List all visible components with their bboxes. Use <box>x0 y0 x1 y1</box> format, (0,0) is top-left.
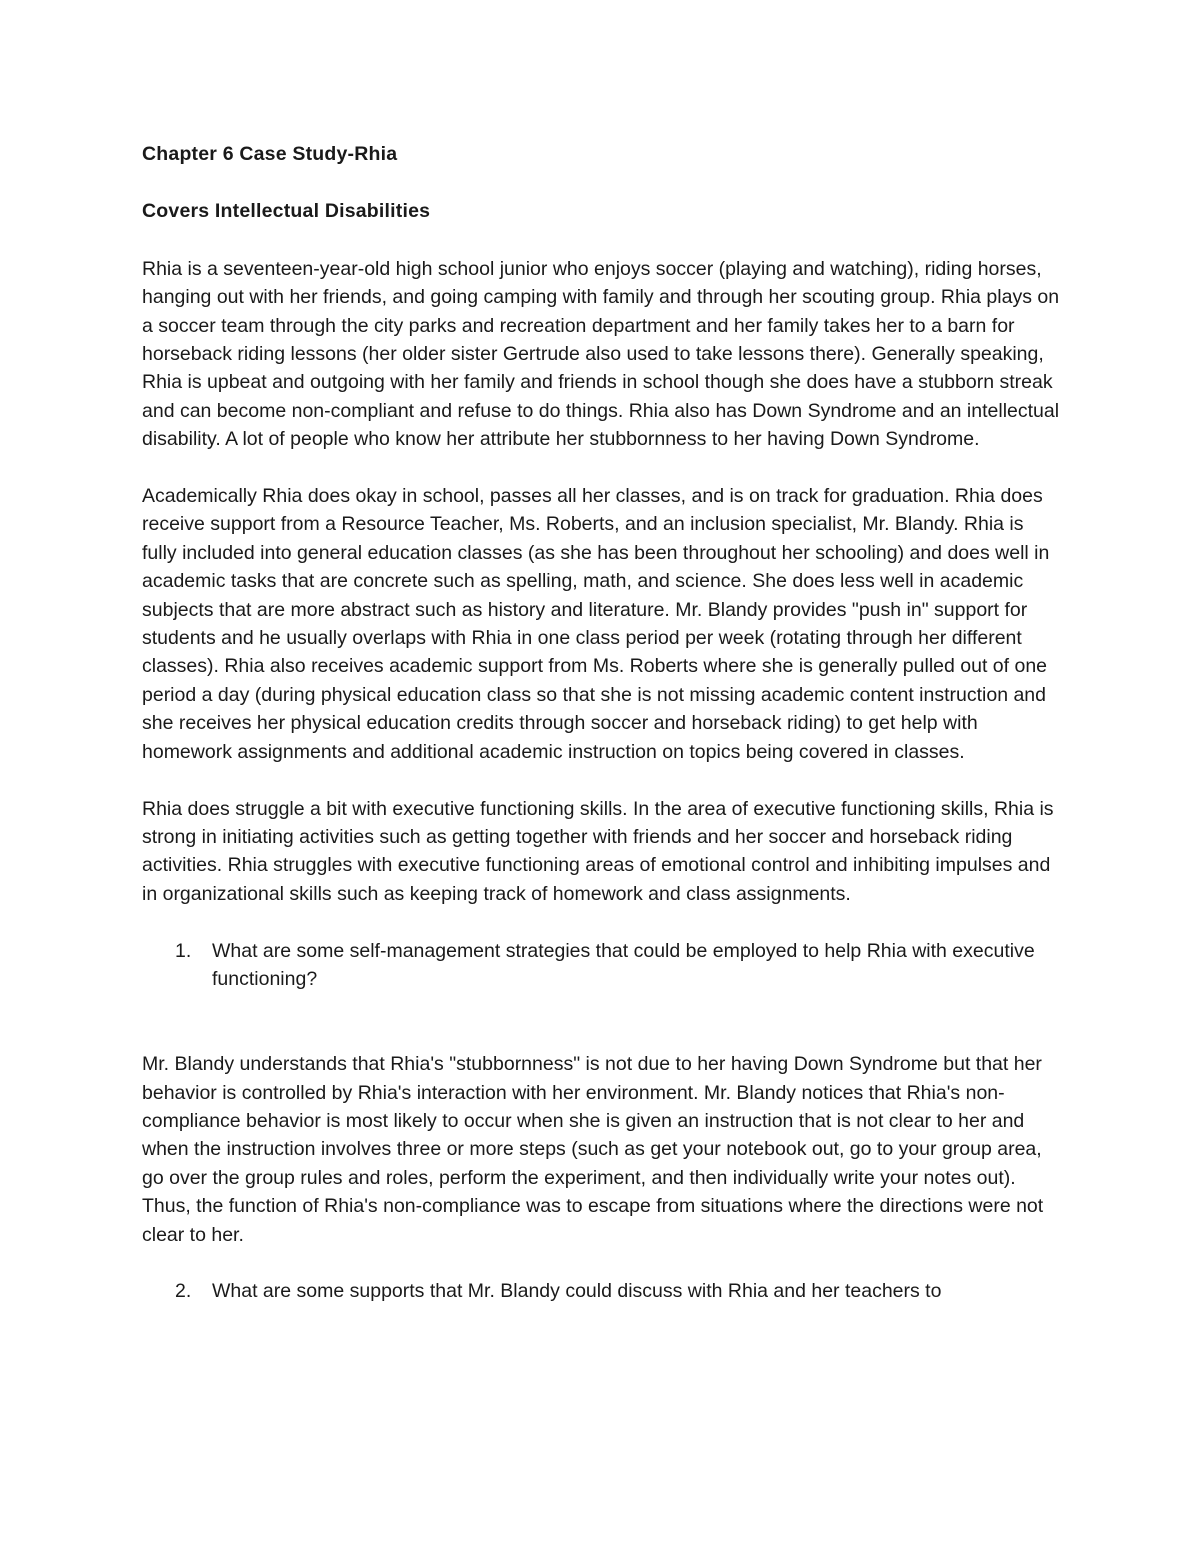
paragraph-behavior: Mr. Blandy understands that Rhia's "stubbornness" is not due to her having Down Syndrome but that her behavior is controlled by Rhia's interaction with her environment. Mr. Blandy notices that Rhia's non-compliance behavior is most likely to occur when she is given an instruction that is not clear to her and when the instruction involves three or more steps (such as get your notebook out, go to your group area, go over the group rules and roles, perform the experiment, and then individually write your notes out). Thus, the function of Rhia's non-compliance was to escape from situations where the directions were not clear to her. <box>142 1053 1044 1246</box>
question-list-1 <box>142 937 1062 994</box>
question-number: 1. <box>175 939 192 962</box>
paragraph-intro: Rhia is a seventeen-year-old high school junior who enjoys soccer (playing and watching), riding horses, hanging out with her friends, and going camping with family and through her scouting group. Rhia plays on a soccer team through the city parks and recreation department and her family takes her to a barn for horseback riding lessons (her older sister Gertrude also used to take lessons there). Generally speaking, Rhia is upbeat and outgoing with her family and friends in school though she does have a stubborn streak and can become non-compliant and refuse to do things. Rhia also has Down Syndrome and an intellectual disability. A lot of people who know her attribute her stubbornness to her having Down Syndrome. <box>142 257 1060 451</box>
question-list-2 <box>142 1277 1062 1305</box>
question-item <box>142 937 1062 994</box>
paragraph-executive-functioning: Rhia does struggle a bit with executive functioning skills. In the area of executive functioning skills, Rhia is strong in initiating activities such as getting together with friends and her soccer and horseback riding activities. Rhia struggles with executive functioning areas of emotional control and inhibiting impulses and in organizational skills such as keeping track of homework and class assignments. <box>142 797 1054 905</box>
document-body <box>142 140 1062 1334</box>
document-subtitle: Covers Intellectual Disabilities <box>142 200 431 223</box>
question-text: What are some self-management strategies that could be employed to help Rhia with executive functioning? <box>212 939 1035 990</box>
question-number: 2. <box>175 1280 192 1303</box>
paragraph-academics: Academically Rhia does okay in school, passes all her classes, and is on track for graduation. Rhia does receive support from a Resource Teacher, Ms. Roberts, and an inclusion specialist, Mr. Blandy. Rhia is fully included into general education classes (as she has been throughout her schooling) and does well in academic tasks that are concrete such as spelling, math, and science. She does less well in academic subjects that are more abstract such as history and literature. Mr. Blandy provides "push in" support for students and he usually overlaps with Rhia in one class period per week (rotating through her different classes). Rhia also receives academic support from Ms. Roberts where she is generally pulled out of one period a day (during physical education class so that she is not missing academic content instruction and she receives her physical education credits through soccer and horseback riding) to get help with homework assignments and additional academic instruction on topics being covered in classes. <box>142 485 1050 763</box>
question-text: What are some supports that Mr. Blandy could discuss with Rhia and her teachers to <box>212 1280 942 1303</box>
question-item <box>142 1277 1062 1305</box>
document-title: Chapter 6 Case Study-Rhia <box>142 143 398 165</box>
